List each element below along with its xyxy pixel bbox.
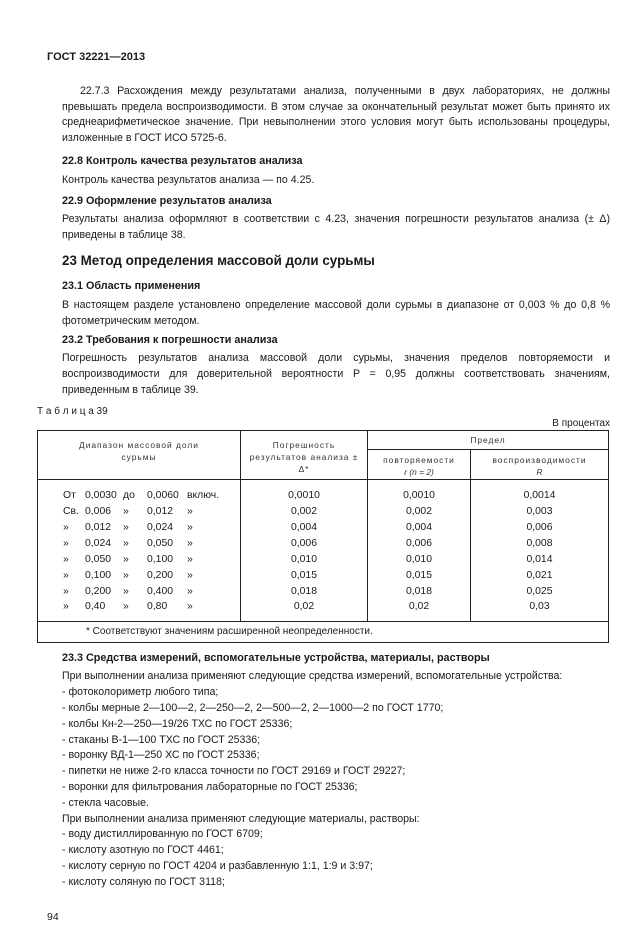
reproducibility-value: 0,008 xyxy=(526,537,553,549)
range-a: 0,006 xyxy=(85,506,112,518)
running-header: ГОСТ 32221—2013 xyxy=(47,51,146,63)
range-s: » xyxy=(187,569,193,581)
list-item: - фотоколориметр любого типа; xyxy=(62,686,219,699)
page-number: 94 xyxy=(47,910,59,923)
error-value: 0,004 xyxy=(290,521,317,533)
range-p: » xyxy=(63,585,69,597)
paragraph-23-2: Погрешность результатов анализа массовой доли сурьмы, значения пределов повторяемости и воспроизводимости для доверительной вероятности P = 0,95 должны соответствовать значениям, приведенным в таблице 39. xyxy=(62,352,610,396)
error-value: 0,010 xyxy=(290,553,317,565)
paragraph-23-1: В настоящем разделе установлено определение массовой доли сурьмы в диапазоне от 0,003 % до 0,8 % фотометрическим методом. xyxy=(62,299,610,327)
range-row xyxy=(63,584,240,600)
range-a: 0,200 xyxy=(85,585,112,597)
heading-23-1: 23.1 Область применения xyxy=(62,280,201,293)
range-a: 0,012 xyxy=(85,521,112,533)
list-item: - кислоту соляную по ГОСТ 3118; xyxy=(62,875,225,888)
range-s: » xyxy=(187,601,193,613)
reproducibility-value: 0,003 xyxy=(526,506,553,518)
range-m: » xyxy=(123,569,129,581)
error-value: 0,02 xyxy=(293,601,315,613)
repeatability-value: 0,015 xyxy=(405,569,432,581)
error-value: 0,015 xyxy=(290,569,317,581)
range-b: 0,012 xyxy=(147,506,174,518)
range-p: Св. xyxy=(63,506,79,518)
range-p: » xyxy=(63,521,69,533)
error-value: 0,002 xyxy=(290,506,317,518)
range-p: » xyxy=(63,537,69,549)
table-footnote: * Соответствуют значениям расширенной неопределенности. xyxy=(38,622,609,643)
range-s: » xyxy=(187,537,193,549)
list-item: - кислоту серную по ГОСТ 4204 и разбавленную 1:1, 1:9 и 3:97; xyxy=(62,859,373,872)
error-value: 0,018 xyxy=(290,585,317,597)
range-m: » xyxy=(123,601,129,613)
reproducibility-value: 0,0014 xyxy=(523,490,556,502)
range-m: » xyxy=(123,585,129,597)
range-s: » xyxy=(187,506,193,518)
col-header-error: Погрешность результатов анализа ± Δ* xyxy=(241,431,368,480)
error-value: 0,006 xyxy=(290,537,317,549)
list-item: При выполнении анализа применяют следующие материалы, растворы: xyxy=(62,812,420,825)
range-s: » xyxy=(187,553,193,565)
repeatability-value: 0,018 xyxy=(405,585,432,597)
range-a: 0,100 xyxy=(85,569,112,581)
repeatability-column xyxy=(368,480,471,622)
range-b: 0,050 xyxy=(147,537,174,549)
reproducibility-value: 0,006 xyxy=(526,521,553,533)
table-39 xyxy=(37,430,609,643)
range-b: 0,100 xyxy=(147,553,174,565)
repeatability-value: 0,02 xyxy=(408,601,430,613)
range-row xyxy=(63,488,240,504)
repeatability-value: 0,0010 xyxy=(403,490,435,502)
paragraph-22-7-3: 22.7.3 Расхождения между результатами анализа, полученными в двух лабораториях, не должны превышать предела воспроизводимости. В этом случае за окончательный результат может быть принято их среднеарифметическое значение. При невыполнении этого условия могут быть использованы процедуры, изложенные в ГОСТ ИСО 5725-6. xyxy=(62,85,610,144)
range-a: 0,0030 xyxy=(85,490,117,502)
table-caption: Т а б л и ц а 39 xyxy=(37,406,108,418)
range-row xyxy=(63,536,240,552)
error-column xyxy=(241,480,368,622)
reproducibility-value: 0,014 xyxy=(526,553,553,565)
list-item: - кислоту азотную по ГОСТ 4461; xyxy=(62,844,224,857)
heading-23-3: 23.3 Средства измерений, вспомогательные устройства, материалы, растворы xyxy=(62,652,490,665)
list-item: - воронку ВД-1—250 ХС по ГОСТ 25336; xyxy=(62,749,260,762)
range-row xyxy=(63,504,240,520)
col-header-limit: Предел xyxy=(368,431,609,450)
heading-23-2: 23.2 Требования к погрешности анализа xyxy=(62,334,278,347)
range-row xyxy=(63,520,240,536)
range-a: 0,050 xyxy=(85,553,112,565)
range-p: » xyxy=(63,601,69,613)
repeatability-value: 0,010 xyxy=(405,553,432,565)
paragraph-22-8: Контроль качества результатов анализа — по 4.25. xyxy=(62,174,315,187)
table-block xyxy=(37,406,610,643)
list-item: - воронки для фильтрования лабораторные по ГОСТ 25336; xyxy=(62,780,358,793)
range-column xyxy=(38,480,241,622)
repeatability-value: 0,004 xyxy=(405,521,432,533)
range-row xyxy=(63,599,240,615)
heading-22-8: 22.8 Контроль качества результатов анализа xyxy=(62,155,303,168)
reproducibility-value: 0,021 xyxy=(526,569,553,581)
table-units: В процентах xyxy=(552,418,610,430)
list-item: - воду дистиллированную по ГОСТ 6709; xyxy=(62,828,263,841)
range-b: 0,400 xyxy=(147,585,174,597)
range-b: 0,024 xyxy=(147,521,174,533)
range-p: От xyxy=(63,490,76,502)
list-item: - колбы Кн-2—250—19/26 ТХС по ГОСТ 25336; xyxy=(62,717,293,730)
list-item: - пипетки не ниже 2-го класса точности по ГОСТ 29169 и ГОСТ 29227; xyxy=(62,765,406,778)
list-item: - стаканы В-1—100 ТХС по ГОСТ 25336; xyxy=(62,733,261,746)
range-p: » xyxy=(63,569,69,581)
range-m: до xyxy=(123,490,135,502)
col-header-repeatability xyxy=(368,450,471,480)
range-a: 0,40 xyxy=(85,601,106,613)
range-s: » xyxy=(187,521,193,533)
equipment-list xyxy=(62,669,610,890)
range-s: включ. xyxy=(187,490,220,502)
col-header-reproducibility xyxy=(471,450,609,480)
paragraph-22-9: Результаты анализа оформляют в соответствии с 4.23, значения погрешности результатов анализа (± Δ) приведены в таблице 38. xyxy=(62,212,610,241)
list-item: - колбы мерные 2—100—2, 2—250—2, 2—500—2, 2—1000—2 по ГОСТ 1770; xyxy=(62,701,444,714)
range-b: 0,0060 xyxy=(147,490,179,502)
repeatability-value: 0,002 xyxy=(405,506,432,518)
range-m: » xyxy=(123,521,129,533)
reproducibility-value: 0,025 xyxy=(526,585,553,597)
range-m: » xyxy=(123,553,129,565)
repeatability-value: 0,006 xyxy=(405,537,432,549)
range-row xyxy=(63,568,240,584)
heading-22-9: 22.9 Оформление результатов анализа xyxy=(62,194,272,207)
list-item: - стекла часовые. xyxy=(62,796,149,809)
list-item: При выполнении анализа применяют следующие средства измерений, вспомогательные устройства: xyxy=(62,670,563,683)
reproducibility-value: 0,03 xyxy=(529,601,550,613)
repeatability-label: повторяемости xyxy=(383,455,455,466)
range-b: 0,80 xyxy=(147,601,168,613)
error-value: 0,0010 xyxy=(288,490,320,502)
range-m: » xyxy=(123,506,129,518)
range-s: » xyxy=(187,585,193,597)
range-p: » xyxy=(63,553,69,565)
repeatability-sub: r (n = 2) xyxy=(404,467,434,478)
reproducibility-sub: R xyxy=(536,467,543,478)
reproducibility-column xyxy=(471,480,609,622)
heading-23: 23 Метод определения массовой доли сурьмы xyxy=(62,253,375,269)
range-b: 0,200 xyxy=(147,569,174,581)
col-header-range: Диапазон массовой доли сурьмы xyxy=(38,431,241,480)
reproducibility-label: воспроизводимости xyxy=(492,455,587,466)
range-m: » xyxy=(123,537,129,549)
range-a: 0,024 xyxy=(85,537,112,549)
range-row xyxy=(63,552,240,568)
